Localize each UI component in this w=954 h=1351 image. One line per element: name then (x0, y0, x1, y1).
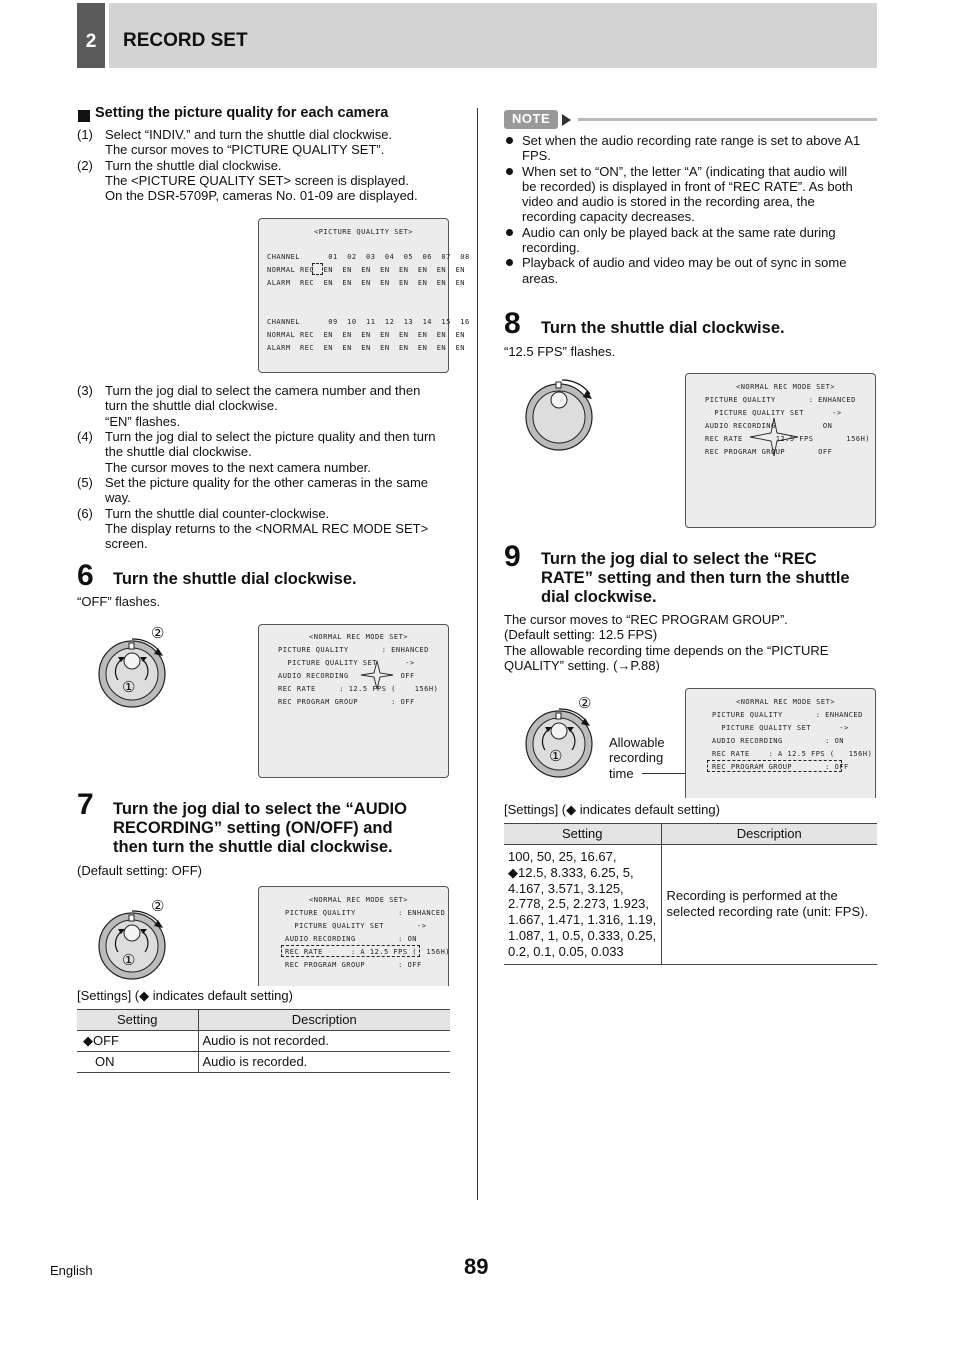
settings-caption: [Settings] (◆ indicates default setting) (504, 802, 720, 817)
step-item (77, 475, 457, 506)
text-line: QUALITY” setting. (→P.88) (504, 657, 660, 673)
screen-row: CHANNEL 01 02 03 04 05 06 07 08 (267, 253, 470, 261)
step-number: (3) (77, 383, 93, 398)
cell-line: 2.778, 2.5, 2.273, 1.923, (508, 896, 649, 912)
normal-rec-mode-screen (258, 886, 449, 986)
screen-row: REC PROGRAM GROUP : OFF (712, 763, 849, 771)
step-item (77, 158, 457, 204)
bullet-icon (506, 229, 513, 236)
note-badge (504, 110, 576, 129)
screen-row: PICTURE QUALITY SET -> (712, 724, 849, 732)
note-line: When set to “ON”, the letter “A” (indicating that audio will (522, 163, 848, 179)
screen-row: PICTURE QUALITY : ENHANCED (278, 646, 429, 654)
step-item (77, 383, 457, 429)
screen-row: REC RATE 12.5 FPS 156H) (705, 435, 871, 443)
cell-line: 1.667, 1.471, 1.316, 1.19, (508, 912, 657, 928)
note-line: be recorded) is displayed in front of “REC RATE”. As both (522, 178, 853, 194)
screen-row: REC RATE : A 12.5 FPS ( 156H) (285, 948, 451, 956)
step-9-title (541, 550, 850, 607)
picture-quality-screen (258, 218, 470, 373)
label-line: Allowable (609, 735, 665, 750)
cell-line: 100, 50, 25, 16.67, (508, 849, 617, 864)
screen-row: REC RATE : 12.5 FPS ( 156H) (278, 685, 439, 693)
text-line: The allowable recording time depends on the “PICTURE (504, 642, 829, 658)
step-8-text: “12.5 FPS” flashes. (504, 344, 616, 359)
step-line: The <PICTURE QUALITY SET> screen is displayed. (105, 172, 409, 188)
note-line: areas. (522, 270, 559, 286)
screen-row: NORMAL REC EN EN EN EN EN EN EN EN (267, 266, 466, 274)
table-row (77, 1031, 450, 1052)
step-line: Turn the shuttle dial clockwise. (105, 157, 282, 173)
table-header: Setting (77, 1010, 198, 1031)
text-line: (Default setting: 12.5 FPS) (504, 627, 658, 643)
text-line: The cursor moves to “REC PROGRAM GROUP”. (504, 612, 788, 627)
label-line: time (609, 765, 634, 781)
step-8-number: 8 (504, 307, 521, 340)
shuttle-dial-icon (520, 372, 600, 456)
table-cell: ◆OFF (77, 1031, 198, 1052)
steps-list-a (77, 127, 457, 204)
normal-rec-mode-screen (258, 624, 449, 778)
screen-title: <PICTURE QUALITY SET> (314, 228, 414, 236)
table-row (77, 1052, 450, 1073)
cursor-highlight (281, 945, 420, 957)
screen-row: REC PROGRAM GROUP OFF (705, 448, 833, 456)
title-line: Turn the jog dial to select the “REC (541, 550, 817, 568)
screen-row: AUDIO RECORDING : ON (712, 737, 845, 745)
step-line: the shuttle dial clockwise. (105, 444, 252, 460)
table-cell (504, 845, 661, 965)
screen-row: REC PROGRAM GROUP : OFF (285, 961, 422, 969)
label-line: recording (609, 750, 664, 766)
screen-row: CHANNEL 09 10 11 12 13 14 15 16 (267, 318, 470, 326)
dial-label-1: ① (122, 679, 136, 696)
screen-title: <NORMAL REC MODE SET> (309, 896, 409, 904)
screen-row: PICTURE QUALITY : ENHANCED (712, 711, 863, 719)
step-9-text (504, 612, 879, 673)
step-line: way. (105, 490, 131, 506)
screen-row: AUDIO RECORDING : ON (285, 935, 418, 943)
table-header: Description (198, 1010, 450, 1031)
step-7-text: (Default setting: OFF) (77, 863, 202, 878)
dial-label-1: ① (122, 952, 136, 969)
step-6-number: 6 (77, 559, 94, 592)
note-arrow-icon (562, 114, 571, 126)
note-line: recording. (522, 240, 580, 256)
flash-icon (357, 659, 397, 691)
screen-row: PICTURE QUALITY : ENHANCED (285, 909, 446, 917)
step-7-number: 7 (77, 788, 94, 821)
step-line: On the DSR-5709P, cameras No. 01-09 are displayed. (105, 188, 418, 204)
column-divider (477, 108, 478, 1200)
note-label: NOTE (512, 111, 551, 126)
screen-row: NORMAL REC EN EN EN EN EN EN EN EN (267, 331, 466, 339)
bullet-icon (506, 168, 513, 175)
screen-row: PICTURE QUALITY : ENHANCED (705, 396, 856, 404)
note-line: recording capacity decreases. (522, 209, 695, 225)
note-line: Set when the audio recording rate range is set to above A1 (522, 133, 861, 148)
screen-row: PICTURE QUALITY SET -> (278, 659, 415, 667)
table-row (504, 845, 877, 965)
cursor-highlight (312, 263, 323, 275)
dial-label-1: ① (549, 748, 563, 765)
screen-title: <NORMAL REC MODE SET> (736, 383, 836, 391)
note-line: Playback of audio and video may be out of sync in some (522, 255, 847, 271)
step-6-text: “OFF” flashes. (77, 594, 161, 609)
step-number: (6) (77, 505, 93, 521)
note-line: Audio can only be played back at the same rate during (522, 224, 836, 240)
step-number: (1) (77, 127, 93, 142)
flash-icon (744, 416, 804, 458)
normal-rec-mode-screen (685, 688, 876, 798)
footer-language: English (50, 1263, 93, 1278)
step-number: (4) (77, 429, 93, 444)
step-line: screen. (105, 536, 148, 552)
title-line: dial clockwise. (541, 588, 657, 606)
step-line: Set the picture quality for the other cameras in the same (105, 475, 429, 490)
bullet-icon (506, 137, 513, 144)
cell-line: selected recording rate (unit: FPS). (666, 904, 869, 920)
section-subheading: Setting the picture quality for each camera (95, 105, 389, 121)
dial-label-2: ② (151, 625, 165, 642)
table-cell (661, 845, 877, 965)
step-number: (5) (77, 475, 93, 490)
allowable-recording-label (609, 735, 665, 781)
step-number: (2) (77, 157, 93, 173)
cell-line: Recording is performed at the (666, 888, 838, 904)
page-number: 89 (464, 1254, 489, 1279)
settings-caption: [Settings] (◆ indicates default setting) (77, 988, 293, 1003)
step-item (77, 506, 457, 552)
screen-row: AUDIO RECORDING ON (705, 422, 833, 430)
note-item (504, 225, 879, 256)
screen-row: ALARM REC EN EN EN EN EN EN EN EN (267, 344, 466, 352)
step-line: turn the shuttle dial clockwise. (105, 398, 278, 414)
note-line: FPS. (522, 148, 551, 164)
audio-settings-table (77, 1009, 450, 1073)
table-cell: ON (77, 1052, 198, 1073)
cell-line: 1.087, 1, 0.5, 0.333, 0.25, (508, 927, 657, 943)
screen-title: <NORMAL REC MODE SET> (309, 633, 409, 641)
note-line: video and audio is stored in the recording area, the (522, 194, 815, 210)
table-cell: Audio is recorded. (198, 1052, 450, 1073)
dial-label-2: ② (578, 695, 592, 712)
title-line: RECORDING” setting (ON/OFF) and (113, 819, 393, 837)
step-line: The display returns to the <NORMAL REC MODE SET> (105, 520, 429, 536)
steps-list-b (77, 383, 457, 552)
notes-list (504, 133, 879, 286)
step-9-number: 9 (504, 540, 521, 573)
cursor-highlight (707, 760, 842, 772)
cell-line: ◆12.5, 8.333, 6.25, 5, (508, 864, 634, 880)
note-item (504, 255, 879, 286)
step-line: Turn the jog dial to select the camera number and then (105, 383, 421, 398)
step-8-title: Turn the shuttle dial clockwise. (541, 319, 785, 337)
rec-rate-settings-table (504, 823, 877, 965)
cell-line: 4.167, 3.571, 3.125, (508, 880, 624, 896)
title-line: RATE” setting and then turn the shuttle (541, 569, 850, 587)
screen-row: PICTURE QUALITY SET -> (705, 409, 842, 417)
step-line: Turn the jog dial to select the picture quality and then turn (105, 429, 436, 444)
screen-title: <NORMAL REC MODE SET> (736, 698, 836, 706)
screen-row: REC PROGRAM GROUP : OFF (278, 698, 415, 706)
step-line: The cursor moves to “PICTURE QUALITY SET”. (105, 142, 385, 158)
screen-row: ALARM REC EN EN EN EN EN EN EN EN (267, 279, 466, 287)
step-line: The cursor moves to the next camera number. (105, 459, 371, 475)
step-line: Select “INDIV.” and turn the shuttle dial clockwise. (105, 127, 393, 142)
screen-row: PICTURE QUALITY SET -> (285, 922, 427, 930)
note-item (504, 164, 879, 225)
title-line: Turn the jog dial to select the “AUDIO (113, 800, 407, 818)
step-line: Turn the shuttle dial counter-clockwise. (105, 505, 330, 521)
note-rule (578, 118, 877, 121)
note-item (504, 133, 879, 164)
table-header: Description (661, 824, 877, 845)
square-bullet-icon (78, 110, 90, 122)
screen-row: REC RATE : A 12.5 FPS ( 156H) (712, 750, 873, 758)
cell-line: 0.2, 0.1, 0.05, 0.033 (508, 943, 624, 959)
screen-row: AUDIO RECORDING OFF (278, 672, 415, 680)
step-6-title: Turn the shuttle dial clockwise. (113, 570, 357, 588)
title-line: then turn the shuttle dial clockwise. (113, 838, 393, 856)
step-line: “EN” flashes. (105, 413, 181, 429)
step-item (77, 127, 457, 158)
dial-label-2: ② (151, 898, 165, 915)
table-header: Setting (504, 824, 661, 845)
bullet-icon (506, 259, 513, 266)
chapter-number: 2 (77, 3, 105, 68)
step-item (77, 429, 457, 475)
step-7-title (113, 800, 407, 857)
normal-rec-mode-screen (685, 373, 876, 528)
table-cell: Audio is not recorded. (198, 1031, 450, 1052)
page-title: RECORD SET (123, 30, 248, 51)
